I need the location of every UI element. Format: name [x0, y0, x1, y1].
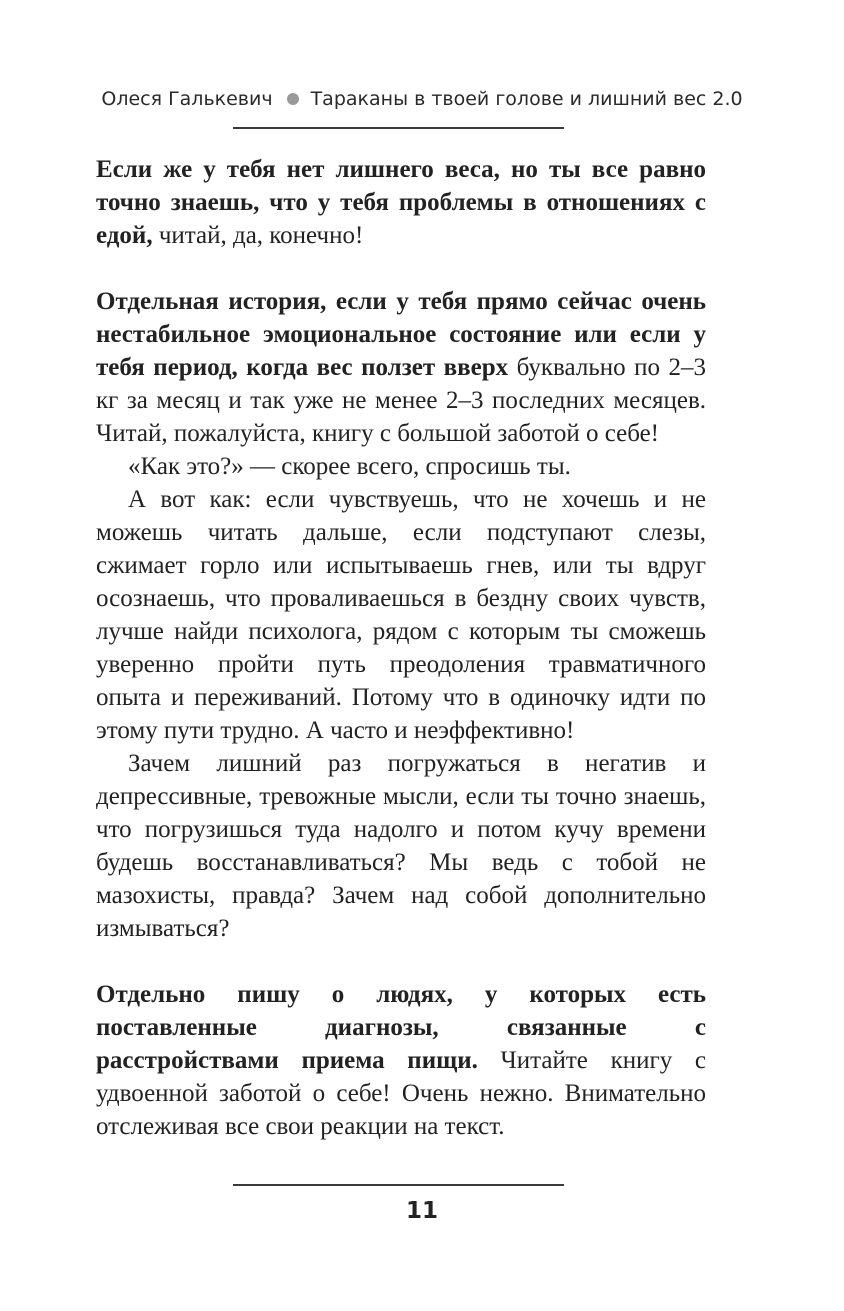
- footer-divider: [233, 1184, 564, 1186]
- header-divider: [233, 127, 564, 129]
- header-author: Олеся Галькевич: [101, 88, 273, 110]
- paragraph-6-text: Читайте книгу с удвоенной заботой о себе! Очень нежно. Внимательно отслеживая все свои реакции на текст.: [96, 1047, 706, 1140]
- paragraph-3: «Как это?» — скорее всего, спросишь ты.: [128, 453, 571, 480]
- paragraph-5: Зачем лишний раз погружаться в негатив и депрессивные, тревожные мысли, если ты точно знаешь, что погрузишься туда надолго и потом кучу времени будешь восстанавливаться? Мы ведь с тобой не мазохисты, правда? Зачем над собой дополнительно измываться?: [96, 750, 706, 942]
- paragraph-2: [96, 285, 706, 450]
- body-text: [96, 153, 706, 1143]
- paragraph-1-text: читай, да, конечно!: [152, 222, 364, 249]
- paragraph-6-bold: Отдельно пишу о людях, у которых есть поставленные диагнозы, связанные с расстройствами приема пищи.: [96, 981, 706, 1074]
- paragraph-6: [96, 978, 706, 1143]
- paragraph-4: А вот как: если чувствуешь, что не хочешь и не можешь читать дальше, если подступают слезы, сжимает горло или испытываешь гнев, или ты вдруг осознаешь, что проваливаешься в бездну своих чувств, лучше найди психолога, рядом с которым ты сможешь уверенно пройти путь преодоления травматичного опыта и переживаний. Потому что в одиночку идти по этому пути трудно. А часто и неэффективно!: [96, 486, 706, 744]
- bullet-dot-icon: [287, 93, 299, 105]
- page-number: 11: [405, 1198, 438, 1224]
- paragraph-1: [96, 153, 706, 252]
- paragraph-2-bold: Отдельная история, если у тебя прямо сейчас очень нестабильное эмоциональное состояние или если у тебя период, когда вес ползет вверх: [96, 288, 706, 381]
- running-header: [0, 88, 844, 110]
- header-book-title: Тараканы в твоей голове и лишний вес 2.0: [310, 88, 743, 110]
- paragraph-1-bold: Если же у тебя нет лишнего веса, но ты все равно точно знаешь, что у тебя проблемы в отношениях с едой,: [96, 156, 706, 249]
- paragraph-2-text: буквально по 2–3 кг за месяц и так уже не менее 2–3 последних месяцев. Читай, пожалуйста, книгу с большой заботой о себе!: [96, 354, 706, 447]
